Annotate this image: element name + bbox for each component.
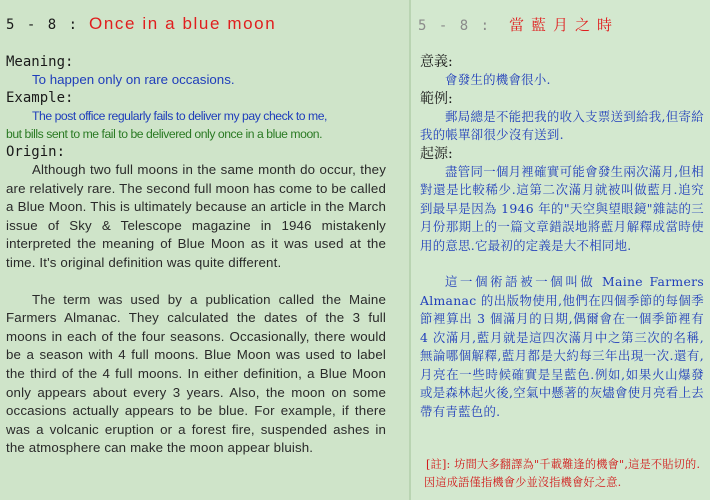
chinese-entry-number: 5 - 8 : bbox=[418, 18, 492, 34]
english-idiom: Once in a blue moon bbox=[89, 14, 277, 33]
chinese-meaning-text: 會發生的機會很小. bbox=[445, 72, 551, 87]
chinese-origin-paragraph-2: 這一個術語被一個叫做 Maine Farmers Almanac 的出版物使用,他們在四個季節的每個季節裡算出 3 個滿月的日期,偶爾會在一個季節裡有 4 次滿月,藍月就是這四次滿月中之第三次的名稱,無論哪個解釋,藍月都是大約每三年出現一次.還有,月亮在一些時候確實是呈藍色.例如,如果火山爆發或是森林起火後,空氣中懸著的灰燼會使月亮看上去帶有青藍色的. bbox=[420, 274, 704, 419]
origin-paragraph-1: Although two full moons in the same month do occur, they are relatively rare. The second full moon has come to be called a Blue Moon. This is ultimately because an article in the March issue of Sky & Telescope magazine in 1946 mistakenly interpreted the meaning of Blue Moon as it was used at the time. It's original definition was quite different. bbox=[6, 162, 386, 270]
english-title bbox=[6, 14, 276, 40]
example-heading: Example: bbox=[6, 90, 74, 106]
translator-note: [註]: 坊間大多翻譯為"千載難逢的機會",這是不貼切的.因這成語僅指機會少並沒指機會好之意. bbox=[424, 458, 701, 489]
chinese-example-text: 郵局總是不能把我的收入支票送到給我,但寄給我的帳單卻很少沒有送到. bbox=[420, 108, 704, 142]
chinese-example-heading: 範例: bbox=[420, 90, 453, 107]
chinese-body bbox=[420, 53, 704, 421]
english-entry-number: 5 - 8 : bbox=[6, 17, 80, 33]
example-line-2: but bills sent to me fail to be delivered only once in a blue moon. bbox=[6, 127, 323, 141]
origin-heading: Origin: bbox=[6, 144, 66, 160]
meaning-text: To happen only on rare occasions. bbox=[32, 72, 235, 87]
chinese-title bbox=[418, 14, 619, 40]
chinese-origin-heading: 起源: bbox=[420, 145, 453, 162]
example-line-1: The post office regularly fails to deliver my pay check to me, bbox=[32, 109, 327, 123]
chinese-idiom: 當藍月之時 bbox=[509, 16, 620, 34]
meaning-heading: Meaning: bbox=[6, 54, 74, 70]
chinese-origin-paragraph-1: 盡管同一個月裡確實可能會發生兩次滿月,但相對還是比較稀少.這第二次滿月就被叫做藍月.追究到最早是因為 1946 年的"天空與望眼鏡"雜誌的三月份那期上的一篇文章錯誤地將藍月解釋成當時使用的意思.它最初的定義是大不相同地. bbox=[420, 163, 704, 253]
chinese-meaning-heading: 意義: bbox=[420, 54, 453, 70]
column-divider bbox=[409, 0, 411, 500]
origin-paragraph-2: The term was used by a publication called the Maine Farmers Almanac. They calculated the dates of the 3 full moons in each of the four seasons. Occasionally, there would be a season with 4 full moons. Blue Moon was used to label the third of the 4 full moons. In either definition, a Blue Moon only appears about every 3 years. Also, the moon on some occasions actually appears to be blue. For example, if there was a volcanic eruption or a forest fire, suspended ashes in the atmosphere can make the moon appear bluish. bbox=[6, 291, 386, 456]
english-body bbox=[6, 53, 386, 458]
